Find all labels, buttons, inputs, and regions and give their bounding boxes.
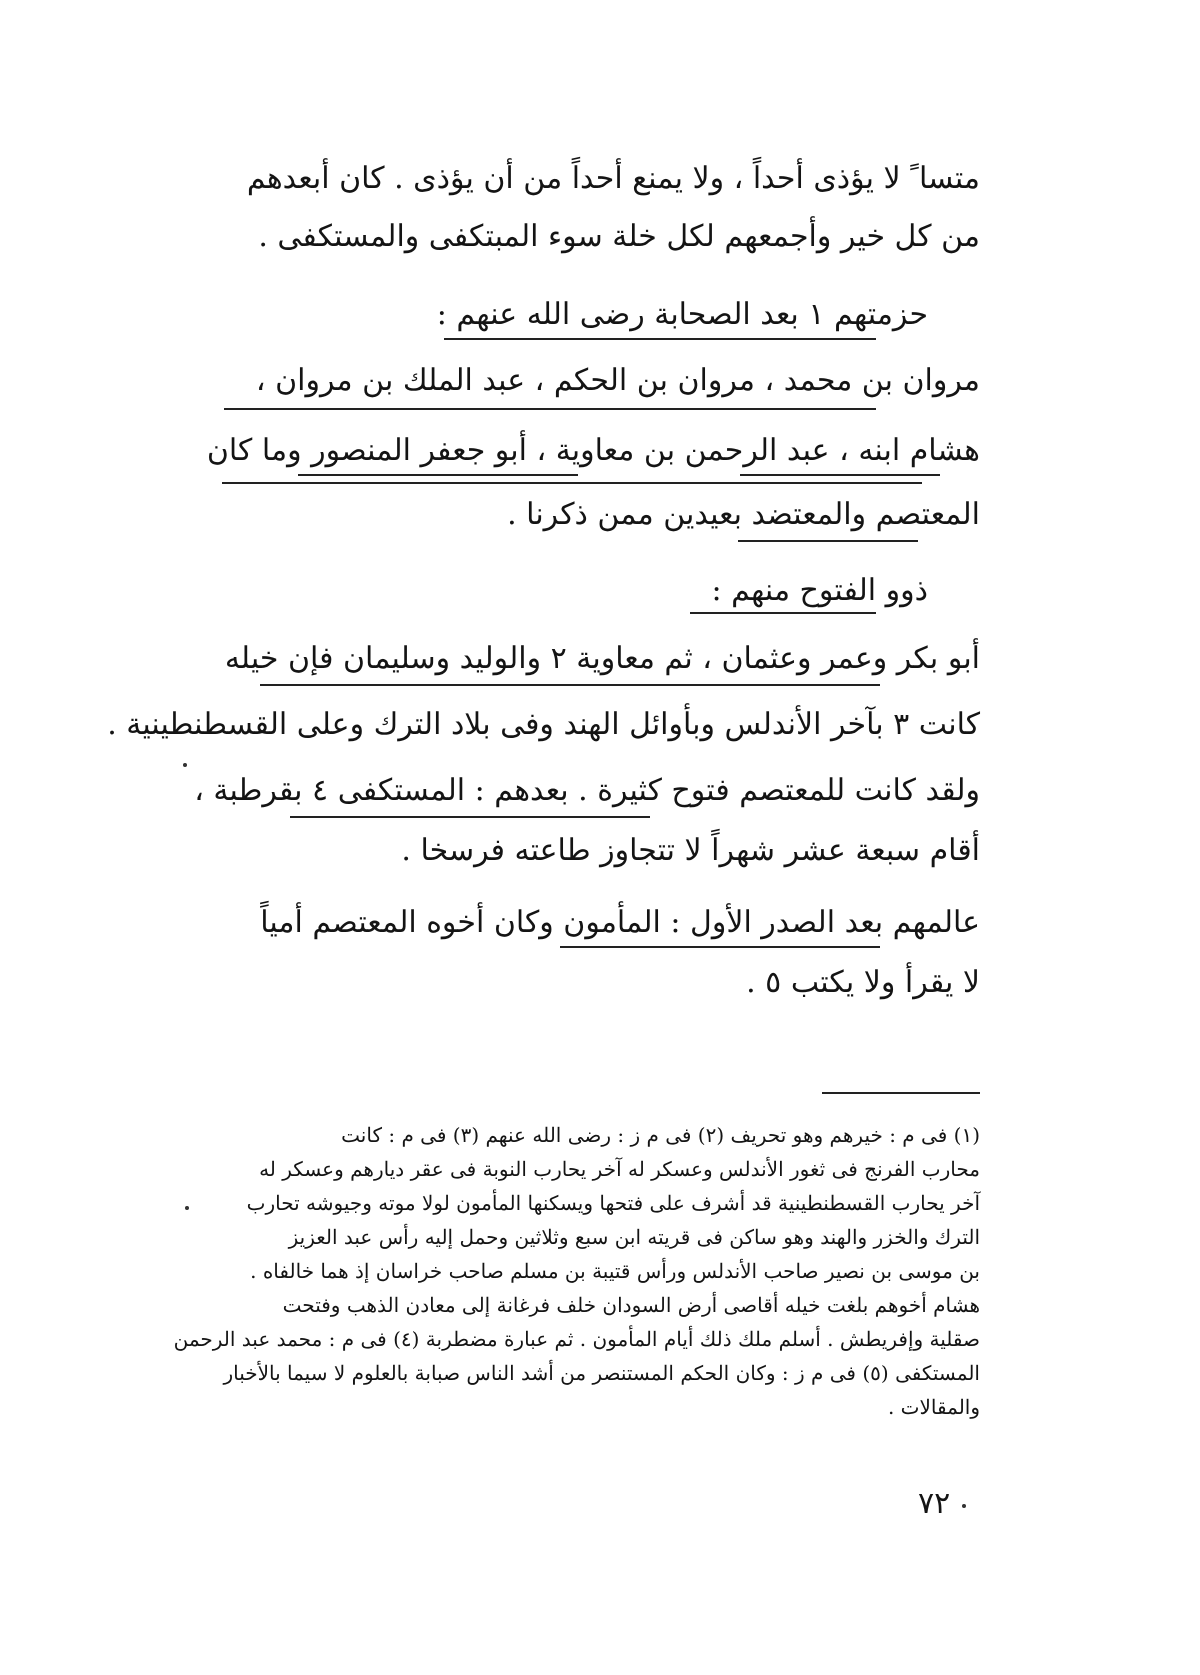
footnote-line: محارب الفرنج فى ثغور الأندلس وعسكر له آخر يحارب النوبة فى عقر ديارهم وعسكر له xyxy=(259,1157,980,1181)
footnote-line: (١) فى م : خيرهم وهو تحريف (٢) فى م ز : رضى الله عنهم (٣) فى م : كانت xyxy=(341,1123,980,1147)
text-line: أقام سبعة عشر شهراً لا تتجاوز طاعته فرسخا . xyxy=(401,833,980,868)
text-line: عالمهم بعد الصدر الأول : المأمون وكان أخوه المعتصم أمياً xyxy=(260,905,980,940)
scan-speck xyxy=(185,1206,189,1210)
underline xyxy=(560,946,880,948)
underline xyxy=(298,474,578,476)
underline xyxy=(260,684,880,686)
footnote-line: والمقالات . xyxy=(887,1395,980,1419)
underline xyxy=(740,474,940,476)
footnote-separator xyxy=(822,1092,980,1094)
section-heading: ذوو الفتوح منهم : xyxy=(711,573,928,608)
text-line: هشام ابنه ، عبد الرحمن بن معاوية ، أبو جعفر المنصور وما كان xyxy=(206,433,980,468)
footnote-line: الترك والخزر والهند وهو ساكن فى قريته ابن سبع وثلاثين وحمل إليه رأس عبد العزيز xyxy=(288,1225,980,1249)
text-line: أبو بكر وعمر وعثمان ، ثم معاوية ٢ والوليد وسليمان فإن خيله xyxy=(224,641,980,676)
footnote-line: صقلية وإفريطش . أسلم ملك ذلك أيام المأمون . ثم عبارة مضطربة (٤) فى م : محمد عبد الرحمن xyxy=(173,1327,980,1351)
text-line: المعتصم والمعتضد بعيدين ممن ذكرنا . xyxy=(507,497,980,532)
footnotes xyxy=(173,1118,980,1424)
scan-speck xyxy=(962,1504,966,1508)
text-line: مروان بن محمد ، مروان بن الحكم ، عبد الملك بن مروان ، xyxy=(255,363,980,398)
text-line: كانت ٣ بآخر الأندلس وبأوائل الهند وفى بلاد الترك وعلى القسطنطينية . xyxy=(107,707,980,742)
scan-speck xyxy=(183,763,187,767)
footnote-line: بن موسى بن نصير صاحب الأندلس ورأس قتيبة بن مسلم صاحب خراسان إذ هما خالفاه . xyxy=(250,1259,980,1283)
underline xyxy=(224,408,876,410)
footnote-line: هشام أخوهم بلغت خيله أقاصى أرض السودان خلف فرغانة إلى معادن الذهب وفتحت xyxy=(282,1293,980,1317)
text-line: لا يقرأ ولا يكتب ٥ . xyxy=(746,965,980,1000)
section-heading: حزمتهم ١ بعد الصحابة رضى الله عنهم : xyxy=(436,297,928,332)
underline xyxy=(690,612,876,614)
text-line: ولقد كانت للمعتصم فتوح كثيرة . بعدهم : المستكفى ٤ بقرطبة ، xyxy=(194,773,980,808)
underline xyxy=(444,338,876,340)
underline xyxy=(222,482,922,484)
underline xyxy=(738,540,918,542)
underline xyxy=(290,816,650,818)
text-line: من كل خير وأجمعهم لكل خلة سوء المبتكفى والمستكفى . xyxy=(258,219,980,254)
text-line: متسا ً لا يؤذى أحداً ، ولا يمنع أحداً من أن يؤذى . كان أبعدهم xyxy=(246,161,980,196)
footnote-line: آخر يحارب القسطنطينية قد أشرف على فتحها ويسكنها المأمون لولا موته وجيوشه تحارب xyxy=(246,1191,980,1215)
page-number: ٧٢ xyxy=(918,1486,951,1521)
footnote-line: المستكفى (٥) فى م ز : وكان الحكم المستنصر من أشد الناس صبابة بالعلوم لا سيما بالأخبار xyxy=(223,1361,980,1385)
